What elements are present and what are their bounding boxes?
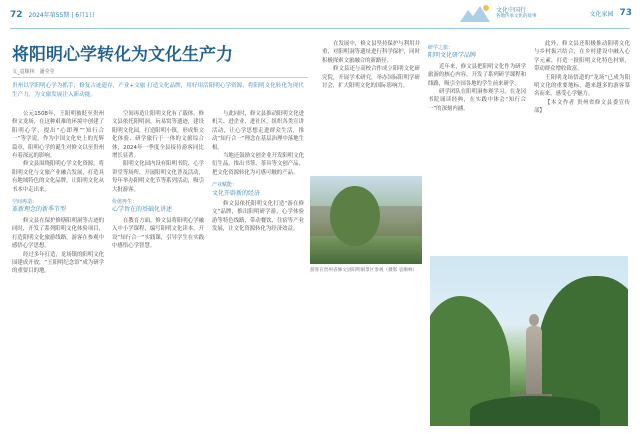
page-header xyxy=(0,0,640,30)
paragraph: 当地还鼓励文创企业开发阳明文化衍生品，推出书签、茶具等文创产品，把文化资源转化为可感可触的产品。 xyxy=(212,153,304,176)
section-heading-2 xyxy=(112,198,204,215)
article-title: 将阳明心学转化为文化生产力 xyxy=(12,45,233,65)
paragraph: 近年来，修文县把阳明文化作为研学旅游的核心内容，开发了系列研学课程和线路，吸引全国各地的学生前来研学。 xyxy=(428,63,526,87)
paragraph: 此外，修文县还积极推动阳明文化与乡村振兴结合，在乡村建设中融入心学元素，打造一批阳明文化特色村寨，带动群众增收致富。 xyxy=(534,41,630,73)
header-right xyxy=(589,8,632,18)
section-title: 文化开辟新的经济 xyxy=(212,189,261,197)
section-title: 阳明文化研学品牌 xyxy=(428,52,477,60)
section-heading-4 xyxy=(428,44,526,61)
photo-statue xyxy=(430,256,628,426)
paragraph: 王阳明龙场悟道的“龙场”已成为阳明文化的重要地标，越来越多的游客慕名而来，感受心学魅力。 xyxy=(534,74,630,98)
badge-title: 文化中国行 xyxy=(496,7,527,14)
page-number-right: 73 xyxy=(619,8,632,18)
text-column-2 xyxy=(112,110,204,426)
paragraph: 在发展中，修文县坚持保护与利用并重，对阳明洞等遗址进行科学保护，同时积极探索文旅融合的新路径。 xyxy=(322,41,420,64)
statue-body xyxy=(526,326,542,396)
text-column-5 xyxy=(428,40,526,252)
text-column-6 xyxy=(534,40,630,252)
photo-bush xyxy=(470,396,600,426)
paragraph: 经过多年打造，龙场镇的阳明文化园建成开放，“王阳明纪念馆”成为研学的重要目的地。 xyxy=(12,251,104,275)
text-column-4 xyxy=(322,40,420,172)
paragraph: 修文县在保护修缮阳明洞等古迹的同时，开发了系列阳明文化体验项目，打造阳明文化旅游线路，游客在参观中感悟心学思想。 xyxy=(12,217,104,250)
section-name: 文化家园 xyxy=(589,10,614,18)
text-column-3 xyxy=(212,110,304,426)
photo-caption: 游客在贵州省修文县阳明洞景区参观（摄影 袁顺林） xyxy=(310,268,418,273)
author-note: 【本文作者 贵州省修文县委宣传部】 xyxy=(534,99,630,115)
section-title: 革新理念的新季节型 xyxy=(12,206,67,214)
paragraph: 修文县还与高校合作成立阳明文化研究院，开展学术研究，举办国际阳明学研讨会，扩大阳明文化的国际影响力。 xyxy=(322,66,420,90)
article-lead: 贵州以学阳明心学为抓手，修复古迹遗存，产业+文旅 打造文化品牌，用好用活阳明心学资源，将阳明文化转化为现代生产力，为文旅发展注入新动能。 xyxy=(12,83,304,98)
paragraph: 阳明文化园内设有阳明书院、心学讲堂等场所，开展阳明文化普及活动，每年举办阳明文化节等系列活动，吸引大批游客。 xyxy=(112,161,204,193)
badge-subtitle: 各地传承文化的故事 xyxy=(496,14,537,19)
section-number: 价值再生： xyxy=(112,199,138,206)
paragraph: 与此同时，修文县推动阳明文化进机关、进企业、进社区，组织各类宣讲活动，让心学思想走进群众生活，推动“知行合一”理念在基层治理中落地生根。 xyxy=(212,111,304,151)
landscape-icon xyxy=(460,2,494,24)
photo-tree xyxy=(330,186,380,246)
statue-head xyxy=(529,314,539,326)
section-title: 心学旨在的基础化讲述 xyxy=(112,206,173,214)
paragraph: 研学团队在阳明洞参观学习，在龙冈书院诵读经典，在实践中体会“知行合一”的深刻内涵。 xyxy=(428,89,526,112)
header-divider xyxy=(10,28,630,29)
paragraph: 公元1508年，王阳明被贬至贵州修文龙场，在这种艰难的环境中创建了阳明心学，提出“心即理”“知行合一”等学说。作为中国文化史上的光辉篇章，阳明心学的诞生对修文以至贵州有着深远的影响。 xyxy=(12,111,104,160)
paragraph: 修文县围绕阳明心学文化资源，将阳明文化与文旅产业融合发展，打造具有地域特色的文化品牌，让阳明文化从书本中走出来。 xyxy=(12,161,104,193)
section-number: 研学之旅： xyxy=(428,45,454,51)
paragraph: 在教育方面，修文县将阳明心学融入中小学课程，编写阳明文化读本，开设“知行合一”实践课，引导学生在实践中感悟心学智慧。 xyxy=(112,217,204,250)
section-heading-1 xyxy=(12,198,104,215)
section-number: 产业赋能： xyxy=(212,182,238,189)
paragraph: 空间再造让阳明文化有了载体。修文县依托阳明洞、玩易窝等遗迹，建设阳明文化园，打造阳明小镇，形成集文化体验、研学旅行于一体的文旅综合体，2024年一季度全县接待游客同比增长显著。 xyxy=(112,111,204,160)
text-column-1 xyxy=(12,110,104,426)
article-byline: 文_袁顺林 潘莹莹 xyxy=(12,69,55,75)
section-number: 空间再造： xyxy=(12,199,38,206)
header-left xyxy=(10,10,95,20)
column-badge xyxy=(460,2,550,24)
photo-scenic-area xyxy=(310,176,422,264)
issue-info: 2024年第55期 | 6月1日 xyxy=(28,12,95,19)
byline-divider xyxy=(12,77,308,78)
section-heading-3 xyxy=(212,181,304,198)
paragraph: 修文县依托阳明文化打造“游在修文”品牌，推出阳明研学游、心学体验游等特色线路，带动餐饮、住宿等产业发展，让文化资源转化为经济效益。 xyxy=(212,201,304,233)
page-number-left: 72 xyxy=(10,10,23,20)
